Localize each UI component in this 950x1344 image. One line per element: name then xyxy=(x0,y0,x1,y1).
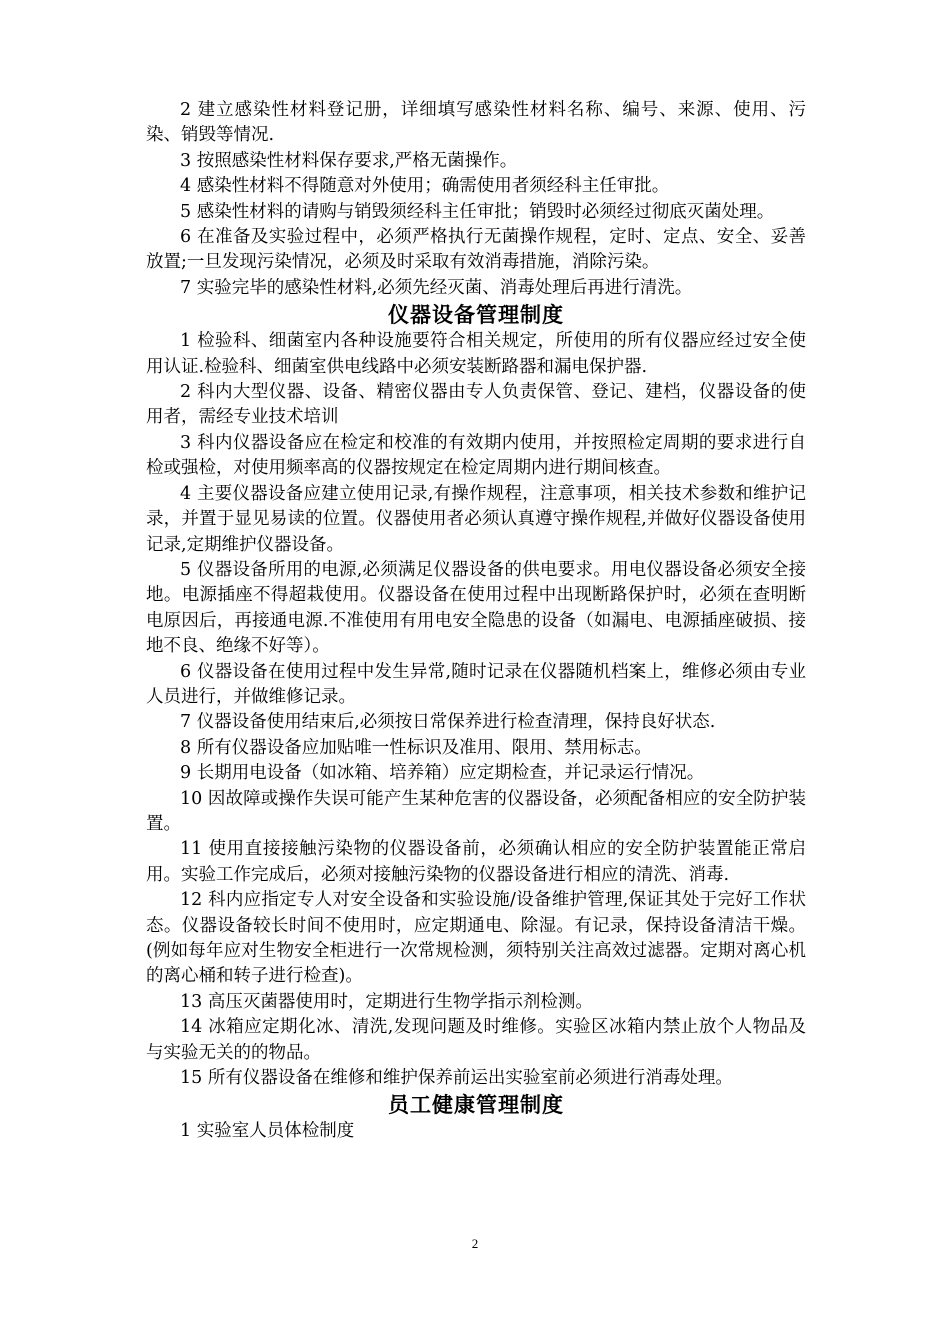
section-equipment-management xyxy=(146,301,806,1091)
section-heading: 仪器设备管理制度 xyxy=(388,303,564,328)
paragraph: 6 在准备及实验过程中，必须严格执行无菌操作规程，定时、定点、安全、妥善放置;一旦发现污染情况，必须及时采取有效消毒措施，消除污染。 xyxy=(146,227,806,273)
paragraph: 2 科内大型仪器、设备、精密仪器由专人负责保管、登记、建档，仪器设备的使用者，需经专业技术培训 xyxy=(146,382,806,428)
paragraph: 15 所有仪器设备在维修和维护保养前运出实验室前必须进行消毒处理。 xyxy=(180,1068,733,1089)
document-page xyxy=(146,98,806,1145)
paragraph: 9 长期用电设备（如冰箱、培养箱）应定期检查，并记录运行情况。 xyxy=(180,763,705,784)
paragraph: 5 感染性材料的请购与销毁须经科主任审批；销毁时必须经过彻底灭菌处理。 xyxy=(180,201,775,222)
section-heading: 员工健康管理制度 xyxy=(388,1093,564,1118)
paragraph: 5 仪器设备所用的电源,必须满足仪器设备的供电要求。用电仪器设备必须安全接地。电源插座不得超栽使用。仪器设备在使用过程中出现断路保护时，必须在查明断电原因后，再接通电源.不准使用有用电安全隐患的设备（如漏电、电源插座破损、接地不良、绝缘不好等）。 xyxy=(146,559,806,657)
paragraph: 1 实验室人员体检制度 xyxy=(180,1121,355,1142)
section-infectious-materials xyxy=(146,98,806,301)
paragraph: 14 冰箱应定期化冰、清洗,发现问题及时维修。实验区冰箱内禁止放个人物品及与实验无关的的物品。 xyxy=(146,1017,806,1063)
page-number: 2 xyxy=(471,1236,479,1251)
paragraph: 6 仪器设备在使用过程中发生异常,随时记录在仪器随机档案上，维修必须由专业人员进行，并做维修记录。 xyxy=(146,661,806,707)
paragraph: 3 科内仪器设备应在检定和校准的有效期内使用，并按照检定周期的要求进行自检或强检，对使用频率高的仪器按规定在检定周期内进行期间核查。 xyxy=(146,432,806,479)
paragraph: 7 仪器设备使用结束后,必须按日常保养进行检查清理，保持良好状态. xyxy=(180,712,716,733)
paragraph: 13 高压灭菌器使用时，定期进行生物学指示剂检测。 xyxy=(180,991,593,1012)
paragraph: 12 科内应指定专人对安全设备和实验设施/设备维护管理,保证其处于完好工作状态。仪器设备较长时间不使用时，应定期通电、除湿。有记录，保持设备清洁干燥。(例如每年应对生物安全柜进行一次常规检测，须特别关注高效过滤器。定期对离心机的离心桶和转子进行检查)。 xyxy=(146,890,806,987)
paragraph: 3 按照感染性材料保存要求,严格无菌操作。 xyxy=(180,150,518,171)
paragraph: 1 检验科、细菌室内各种设施要符合相关规定，所使用的所有仪器应经过安全使用认证.检验科、细菌室供电线路中必须安装断路器和漏电保护器. xyxy=(146,331,806,377)
paragraph: 7 实验完毕的感染性材料,必须先经灭菌、消毒处理后再进行清洗。 xyxy=(180,277,693,298)
paragraph: 10 因故障或操作失误可能产生某种危害的仪器设备，必须配备相应的安全防护装置。 xyxy=(146,788,806,834)
paragraph: 11 使用直接接触污染物的仪器设备前，必须确认相应的安全防护装置能正常启用。实验工作完成后，必须对接触污染物的仪器设备进行相应的清洗、消毒. xyxy=(146,839,806,885)
paragraph: 4 主要仪器设备应建立使用记录,有操作规程，注意事项，相关技术参数和维护记录，并置于显见易读的位置。仪器使用者必须认真遵守操作规程,并做好仪器设备使用记录,定期维护仪器设备。 xyxy=(146,483,806,555)
paragraph: 8 所有仪器设备应加贴唯一性标识及准用、限用、禁用标志。 xyxy=(180,737,652,758)
paragraph: 2 建立感染性材料登记册，详细填写感染性材料名称、编号、来源、使用、污染、销毁等情况. xyxy=(146,100,806,146)
paragraph: 4 感染性材料不得随意对外使用；确需使用者须经科主任审批。 xyxy=(180,176,670,197)
section-staff-health xyxy=(146,1091,806,1144)
